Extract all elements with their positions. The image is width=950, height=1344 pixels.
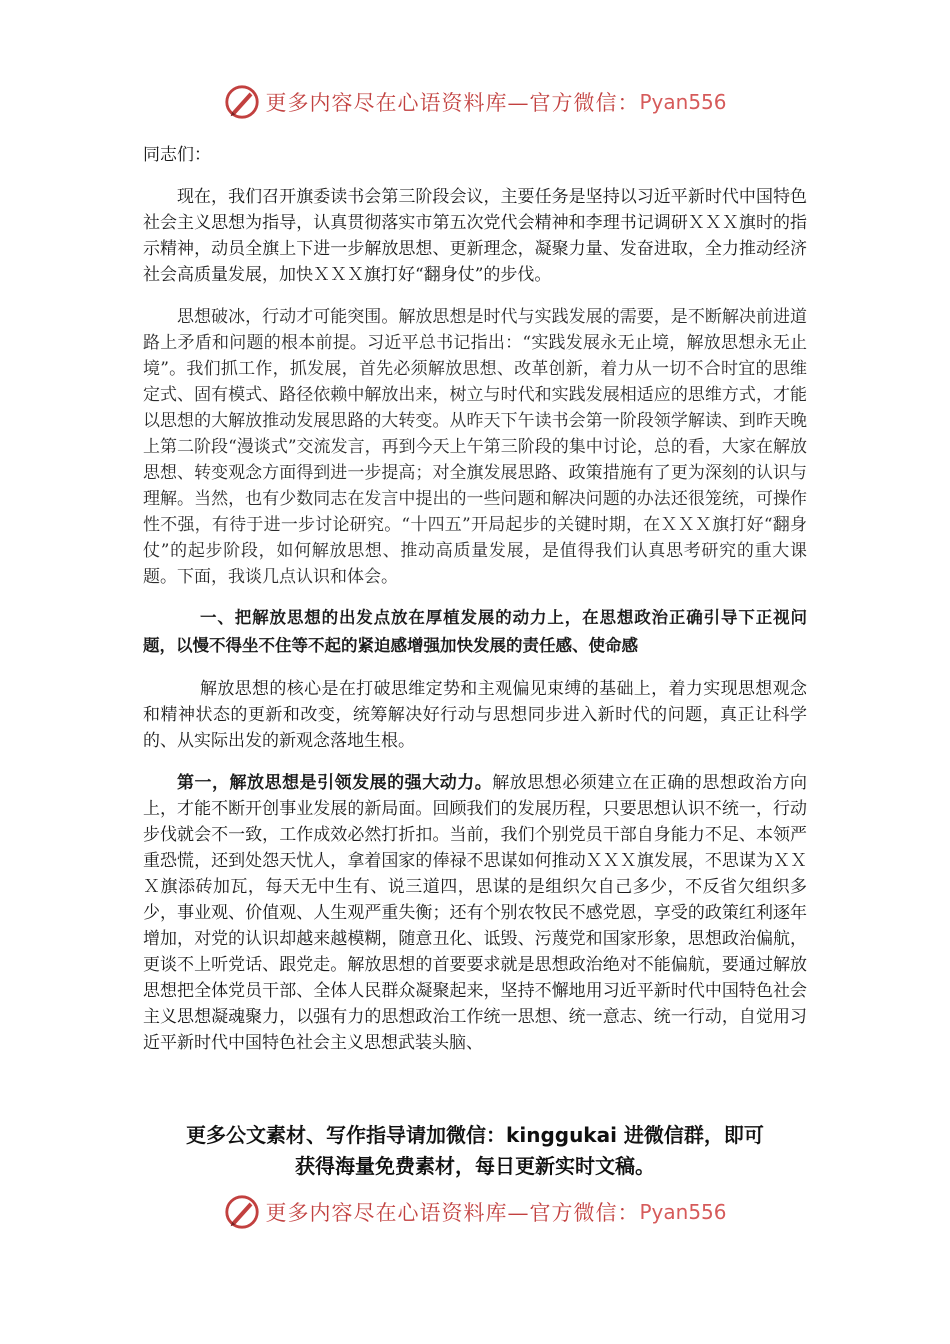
paragraph-first-lead: 第一，解放思想是引领发展的强大动力。 xyxy=(177,773,493,793)
header-banner xyxy=(0,80,950,124)
promo-block xyxy=(110,1120,840,1182)
section-heading-1: 一、把解放思想的出发点放在厚植发展的动力上，在思想政治正确引导下正视问题，以慢不得坐不住等不起的紧迫感增强加快发展的责任感、使命感 xyxy=(143,608,807,655)
pen-logo-icon xyxy=(223,1193,261,1231)
paragraph-thought: 思想破冰，行动才可能突围。解放思想是时代与实践发展的需要，是不断解决前进道路上矛盾和问题的根本前提。习近平总书记指出：“实践发展永无止境，解放思想永无止境”。我们抓工作，抓发展，首先必须解放思想、改革创新，着力从一切不合时宜的思维定式、固有模式、路径依赖中解放出来，树立与时代和实践发展相适应的思维方式，才能以思想的大解放推动发展思路的大转变。从昨天下午读书会第一阶段领学解读、到昨天晚上第二阶段“漫谈式”交流发言，再到今天上午第三阶段的集中讨论，总的看，大家在解放思想、转变观念方面得到进一步提高；对全旗发展思路、政策措施有了更为深刻的认识与理解。当然，也有少数同志在发言中提出的一些问题和解决问题的办法还很笼统，可操作性不强，有待于进一步讨论研究。“十四五”开局起步的关键时期，在ＸＸＸ旗打好“翻身仗”的起步阶段，如何解放思想、推动高质量发展，是值得我们认真思考研究的重大课题。下面，我谈几点认识和体会。 xyxy=(143,307,807,587)
footer-banner xyxy=(0,1190,950,1234)
paragraph-first-body: 解放思想必须建立在正确的思想政治方向上，才能不断开创事业发展的新局面。回顾我们的发展历程，只要思想认识不统一，行动步伐就会不一致，工作成效必然打折扣。当前，我们个别党员干部自身能力不足、本领严重恐慌，还到处怨天忧人，拿着国家的俸禄不思谋如何推动ＸＸＸ旗发展，不思谋为ＸＸＸ旗添砖加瓦，每天无中生有、说三道四，思谋的是组织欠自己多少，不反省欠组织多少，事业观、价值观、人生观严重失衡；还有个别农牧民不感党恩，享受的政策红利逐年增加，对党的认识却越来越模糊，随意丑化、诋毁、污蔑党和国家形象，思想政治偏航，更谈不上听党话、跟党走。解放思想的首要要求就是思想政治绝对不能偏航，要通过解放思想把全体党员干部、全体人民群众凝聚起来，坚持不懈地用习近平新时代中国特色社会主义思想凝魂聚力，以强有力的思想政治工作统一思想、统一意志、统一行动，自觉用习近平新时代中国特色社会主义思想武装头脑、 xyxy=(143,773,808,1053)
paragraph-intro: 现在，我们召开旗委读书会第三阶段会议，主要任务是坚持以习近平新时代中国特色社会主义思想为指导，认真贯彻落实市第五次党代会精神和李理书记调研ＸＸＸ旗时的指示精神，动员全旗上下进一步解放思想、更新理念，凝聚力量、发奋进取，全力推动经济社会高质量发展，加快ＸＸＸ旗打好“翻身仗”的步伐。 xyxy=(143,187,807,285)
greeting: 同志们： xyxy=(143,145,211,165)
promo-line-1: 更多公文素材、写作指导请加微信：kinggukai 进微信群，即可 xyxy=(186,1123,764,1147)
promo-line-2: 获得海量免费素材，每日更新实时文稿。 xyxy=(295,1154,655,1178)
paragraph-first xyxy=(143,770,807,1056)
paragraph-core: 解放思想的核心是在打破思维定势和主观偏见束缚的基础上，着力实现思想观念和精神状态的更新和改变，统筹解决好行动与思想同步进入新时代的问题，真正让科学的、从实际出发的新观念落地生根。 xyxy=(143,679,807,751)
banner-text: 更多内容尽在心语资料库—官方微信： xyxy=(265,1201,640,1225)
banner-text: 更多内容尽在心语资料库—官方微信： xyxy=(265,91,640,115)
document-body xyxy=(143,140,807,1056)
banner-wechat-id: Pyan556 xyxy=(639,1200,727,1224)
pen-logo-icon xyxy=(223,83,261,121)
banner-wechat-id: Pyan556 xyxy=(639,90,727,114)
